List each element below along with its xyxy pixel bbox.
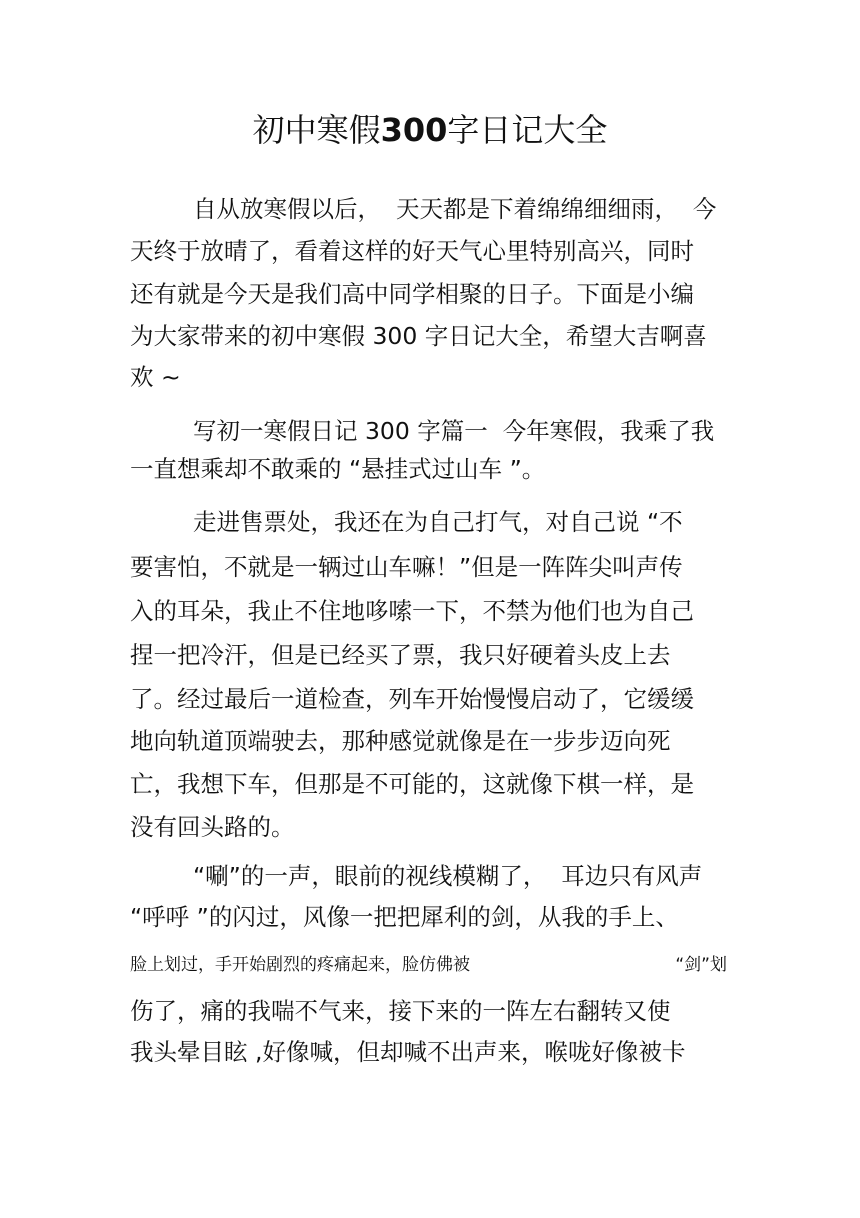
paragraph-line: “呼呼 ”的闪过，风像一把把犀利的剑，从我的手上、 [130, 903, 679, 931]
title-suffix: 字日记大全 [447, 111, 608, 149]
paragraph-line: 自从放寒假以后， 天天都是下着绵绵细细雨， 今 [193, 195, 717, 223]
paragraph-line: 写初一寒假日记 300 字篇一 今年寒假，我乘了我 [193, 417, 715, 445]
paragraph-line: 亡，我想下车，但那是不可能的，这就像下棋一样，是 [130, 770, 694, 798]
page-title [0, 110, 860, 150]
paragraph-line: 欢 ~ [130, 363, 181, 391]
paragraph-line: 我头晕目眩 ,好像喊，但却喊不出声来，喉咙好像被卡 [130, 1038, 686, 1066]
paragraph-line: 走进售票处，我还在为自己打气，对自己说 “不 [193, 508, 683, 536]
paragraph-line: “剑”划 [675, 955, 727, 975]
paragraph-line: 伤了，痛的我喘不气来，接下来的一阵左右翻转又使 [130, 997, 671, 1025]
paragraph-line: 还有就是今天是我们高中同学相聚的日子。下面是小编 [130, 280, 694, 308]
paragraph-line: 捏一把冷汗，但是已经买了票，我只好硬着头皮上去 [130, 641, 671, 669]
paragraph-line: 一直想乘却不敢乘的 “悬挂式过山车 ”。 [130, 455, 546, 483]
paragraph-line: 地向轨道顶端驶去，那种感觉就像是在一步步迈向死 [130, 727, 671, 755]
paragraph-line: 没有回头路的。 [130, 813, 295, 841]
paragraph-line: 了。经过最后一道检查，列车开始慢慢启动了，它缓缓 [130, 685, 694, 713]
paragraph-line: “唰”的一声，眼前的视线模糊了， 耳边只有风声 [193, 862, 703, 890]
title-prefix: 初中寒假 [252, 111, 381, 149]
paragraph-line: 要害怕，不就是一辆过山车嘛！”但是一阵阵尖叫声传 [130, 553, 683, 581]
paragraph-line: 天终于放晴了，看着这样的好天气心里特别高兴，同时 [130, 237, 694, 265]
paragraph-line: 脸上划过，手开始剧烈的疼痛起来，脸仿佛被 [130, 955, 470, 975]
paragraph-line: 入的耳朵，我止不住地哆嗦一下，不禁为他们也为自己 [130, 597, 694, 625]
paragraph-line: 为大家带来的初中寒假 300 字日记大全，希望大吉啊喜 [130, 322, 707, 350]
title-number: 300 [380, 111, 448, 149]
